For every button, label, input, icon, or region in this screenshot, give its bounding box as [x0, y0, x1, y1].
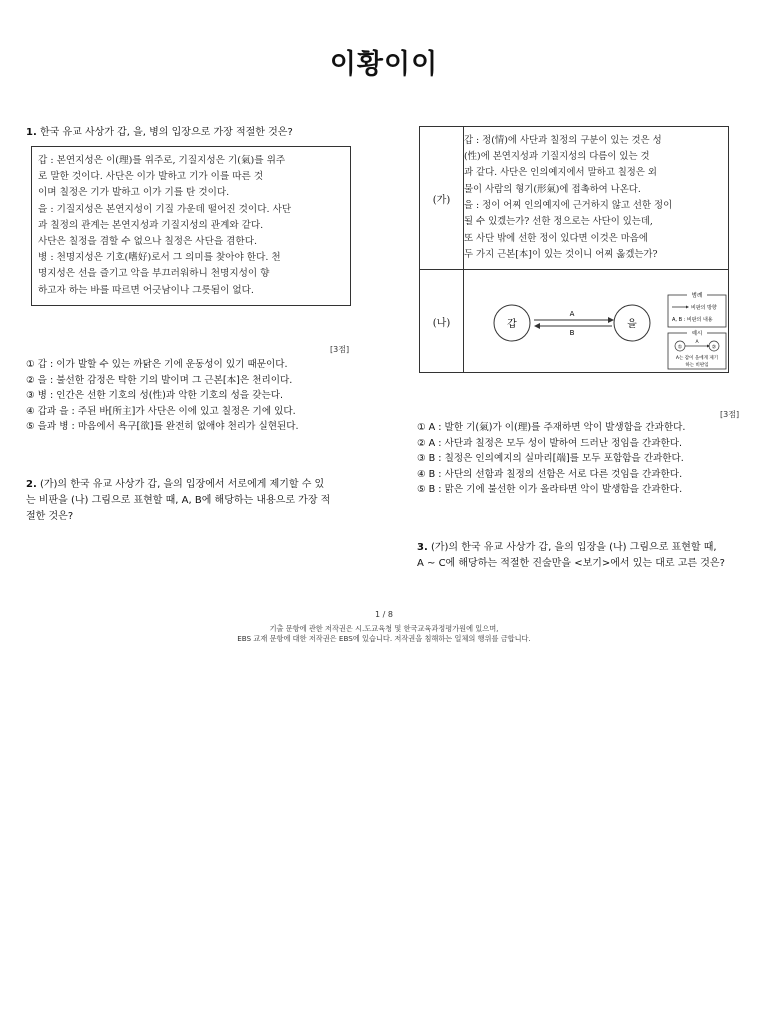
- example-caption-2: 하는 비판임: [685, 363, 709, 368]
- legend-item-1: 비판의 방향: [691, 305, 717, 311]
- passage-line: 사단은 칠정을 겸할 수 없으나 칠정은 사단을 겸한다.: [38, 236, 258, 248]
- example-arrow-head: [707, 345, 710, 348]
- choice-2[interactable]: ② A : 사단과 칠정은 모두 성이 발하여 드러난 정임을 간과한다.: [417, 437, 683, 449]
- legend-arrow-head: [686, 306, 689, 309]
- page-number: 1 / 8: [375, 610, 393, 619]
- node-eul-label: 을: [627, 319, 637, 330]
- passage-line: 이며 칠정은 기가 발하고 이가 기를 탄 것이다.: [38, 187, 230, 199]
- example-arrow-label: A: [695, 340, 699, 345]
- example-title: 예시: [691, 331, 703, 337]
- page-title: 이황이이: [329, 49, 439, 80]
- choice-4[interactable]: ④ B : 사단의 선함과 칠정의 선함은 서로 다른 것임을 간과한다.: [417, 468, 683, 480]
- passage-line: 두 가지 근본[本]이 있는 것이니 어찌 옳겠는가?: [464, 248, 658, 260]
- q2-choices: [417, 420, 685, 498]
- choice-1[interactable]: ① 갑 : 이가 발할 수 있는 까닭은 기에 운동성이 있기 때문이다.: [26, 359, 288, 370]
- passage-line: 명지성은 선을 즐기고 악을 부끄러워하니 천명지성이 향: [38, 268, 270, 280]
- critique-diagram: [464, 271, 728, 371]
- passage-line: 을 : 정이 어찌 인의예지에 근거하지 않고 선한 정이: [464, 200, 673, 211]
- passage-line: 로 말한 것이다. 사단은 이가 발하고 기가 이를 따른 것: [38, 171, 264, 183]
- passage-line: 갑 : 정(情)에 사단과 칠정의 구분이 있는 것은 성: [464, 134, 662, 146]
- question-3-prompt: [417, 540, 725, 572]
- q1-points: [3점]: [330, 345, 350, 354]
- question-text-line: 절한 것은?: [26, 511, 74, 522]
- question-number: 2.: [26, 479, 37, 490]
- passage-line: 하고자 하는 바를 따르면 어긋남이나 그릇됨이 없다.: [38, 284, 254, 296]
- na-diagram-cell: [464, 270, 729, 373]
- q1-choices: [26, 357, 299, 435]
- q1-passage-box: [31, 146, 351, 306]
- ga-label: (가): [420, 127, 464, 270]
- question-text-line: (가)의 한국 유교 사상가 갑, 을의 입장을 (나) 그림으로 표현할 때,: [430, 542, 717, 553]
- example-node-1-label: ①: [677, 344, 683, 351]
- example-node-2-label: ②: [711, 344, 717, 351]
- arrow-b-label: B: [569, 329, 575, 337]
- q2-points: [3점]: [720, 410, 740, 419]
- choice-2[interactable]: ② 을 : 불선한 감정은 탁한 기의 발이며 그 근본[本]은 천리이다.: [26, 374, 293, 386]
- question-text-line: 는 비판을 (나) 그림으로 표현할 때, A, B에 해당하는 내용으로 가장 적: [26, 495, 331, 506]
- node-gap-label: 갑: [507, 319, 517, 330]
- passage-line: 물이 사람의 형기(形氣)에 접촉하여 나온다.: [464, 183, 641, 195]
- passage-line: 과 같다. 사단은 인의예지에서 말하고 칠정은 외: [464, 167, 657, 179]
- choice-3[interactable]: ③ 병 : 인간은 선한 기호의 성(性)과 악한 기호의 성을 갖는다.: [26, 390, 284, 401]
- na-label: (나): [420, 270, 464, 373]
- arrow-a-head: [608, 317, 614, 323]
- q2-source-table: [419, 126, 729, 373]
- arrow-a-label: A: [569, 310, 575, 318]
- question-1-prompt: [26, 125, 293, 141]
- passage-line: 또 사단 밖에 선한 정이 있다면 이것은 마음에: [464, 232, 648, 244]
- choice-5[interactable]: ⑤ B : 맑은 기에 불선한 이가 올라타면 악이 발생함을 간과한다.: [417, 484, 683, 495]
- example-caption-1: A는 갑이 을에게 제기: [675, 356, 719, 361]
- passage-line: 갑 : 본연지성은 이(理)를 위주로, 기질지성은 기(氣)를 위주: [38, 155, 286, 166]
- question-text-line: (가)의 한국 유교 사상가 갑, 을의 입장에서 서로에게 제기할 수 있: [39, 479, 325, 490]
- passage-line: 될 수 있겠는가? 선한 정으로는 사단이 있는데,: [464, 216, 653, 228]
- copyright-line-1: 기출 문항에 관한 저작권은 시.도교육청 및 한국교육과정평가원에 있으며,: [269, 624, 499, 633]
- passage-line: (性)에 본연지성과 기질지성의 다름이 있는 것: [464, 151, 650, 163]
- legend-item-2: A, B : 비판의 내용: [672, 317, 713, 323]
- passage-line: 병 : 천명지성은 기호(嗜好)로서 그 의미를 찾아야 한다. 천: [38, 252, 281, 264]
- copyright-line-2: EBS 교재 문항에 대한 저작권은 EBS에 있습니다. 저작권을 침해하는 일체의 행위를 금합니다.: [237, 634, 531, 643]
- question-number: 1.: [26, 127, 37, 138]
- choice-5[interactable]: ⑤ 을과 병 : 마음에서 욕구[欲]를 완전히 없애야 천리가 실현된다.: [26, 421, 299, 432]
- choice-4[interactable]: ④ 갑과 을 : 주된 바[所主]가 사단은 이에 있고 칠정은 기에 있다.: [26, 405, 296, 417]
- arrow-b-head: [534, 323, 540, 329]
- question-text: 한국 유교 사상가 갑, 을, 병의 입장으로 가장 적절한 것은?: [39, 127, 293, 138]
- passage-line: 과 칠정의 관계는 본연지성과 기질지성의 관계와 같다.: [38, 219, 264, 231]
- passage-line: 을 : 기질지성은 본연지성이 기질 가운데 떨어진 것이다. 사단: [38, 203, 292, 215]
- choice-1[interactable]: ① A : 발한 기(氣)가 이(理)를 주재하면 악이 발생함을 간과한다.: [417, 422, 686, 433]
- ga-passage: [464, 127, 729, 270]
- legend-title: 범례: [691, 293, 703, 299]
- choice-3[interactable]: ③ B : 칠정은 인의예지의 실마리[端]를 모두 포함함을 간과한다.: [417, 453, 684, 464]
- question-2-prompt: [26, 477, 330, 525]
- question-text-line: A ~ C에 해당하는 적절한 진술만을 <보기>에서 있는 대로 고른 것은?: [417, 558, 725, 569]
- question-number: 3.: [417, 542, 428, 553]
